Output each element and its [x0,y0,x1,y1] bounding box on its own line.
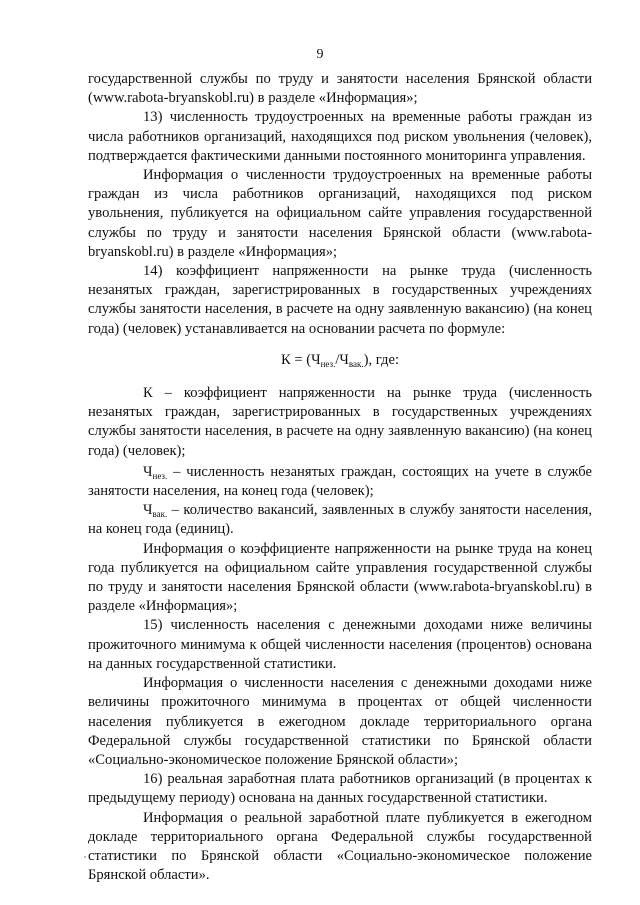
formula-sub-unemployed: нез. [320,358,336,369]
definition-vacancies [88,501,592,539]
formula-sub-vacancies: вак. [348,358,364,369]
definition-text: – количество вакансий, заявленных в службу занятости населения, на конец года (единиц). [88,502,592,538]
paragraph-info-13: Информация о численности трудоустроенных на временные работы граждан из числа работников организаций, находящихся под риском увольнения, публикуется на официальном сайте управления государственной службы по труду и занятости населения Брянской области (www.rabota-bryanskobl.ru) в разделе «Информация»; [88,167,592,260]
definition-k: К – коэффициент напряженности на рынке труда (численность незанятых граждан, зарегистрированных в государственных учреждениях службы занятости населения, в расчете на одну заявленную вакансию) (на конец года) (человек); [88,385,592,459]
paragraph-item-16: 16) реальная заработная плата работников организаций (в процентах к предыдущему периоду) основана на данных государственной статистики. [88,771,592,807]
formula-lead: К = (Ч [280,351,321,368]
document-body [88,70,592,885]
paragraph-item-13: 13) численность трудоустроенных на временные работы граждан из числа работников организаций, находящихся под риском увольнения (человек), подтверждается фактическими данными постоянного мониторинга управления. [88,109,592,164]
definition-symbol: Ч [143,463,153,480]
definition-unemployed [88,463,592,501]
paragraph-item-14: 14) коэффициент напряженности на рынке труда (численность незанятых граждан, зарегистрированных в государственных учреждениях службы занятости населения, в расчете на одну заявленную вакансию) (на конец года) (человек) устанавливается на основании расчета по формуле: [88,263,592,337]
definition-subscript: нез. [152,470,168,481]
paragraph-continuation: государственной службы по труду и занятости населения Брянской области (www.rabota-bryanskobl.ru) в разделе «Информация»; [88,71,592,107]
definition-symbol: Ч [143,502,153,519]
formula-mid: /Ч [335,351,349,368]
paragraph-info-14: Информация о коэффициенте напряженности на рынке труда на конец года публикуется на официальном сайте управления государственной службы по труду и занятости населения Брянской области (www.rabota-bryanskobl.ru) в разделе «Информация»; [88,540,592,615]
definition-subscript: вак. [152,509,168,520]
formula-tail: ), где: [363,351,399,368]
definition-text: – численность незанятых граждан, состоящих на учете в службе занятости населения, на конец года (человек); [88,463,592,500]
page-number: 9 [316,47,324,62]
scan-speck [84,856,86,858]
paragraph-item-15: 15) численность населения с денежными доходами ниже величины прожиточного минимума к общей численности населения (процентов) основана на данных государственной статистики. [88,617,592,672]
paragraph-info-15: Информация о численности населения с денежными доходами ниже величины прожиточного минимума в процентах от общей численности населения публикуется в ежегодном докладе территориального органа Федеральной службы государственной статистики по Брянской области «Социально-экономическое положение Брянской области»; [88,675,592,768]
formula [88,351,592,370]
paragraph-info-16: Информация о реальной заработной плате публикуется в ежегодном докладе территориального органа Федеральной службы государственной статистики по Брянской области «Социально-экономическое положение Брянской области». [88,809,592,884]
